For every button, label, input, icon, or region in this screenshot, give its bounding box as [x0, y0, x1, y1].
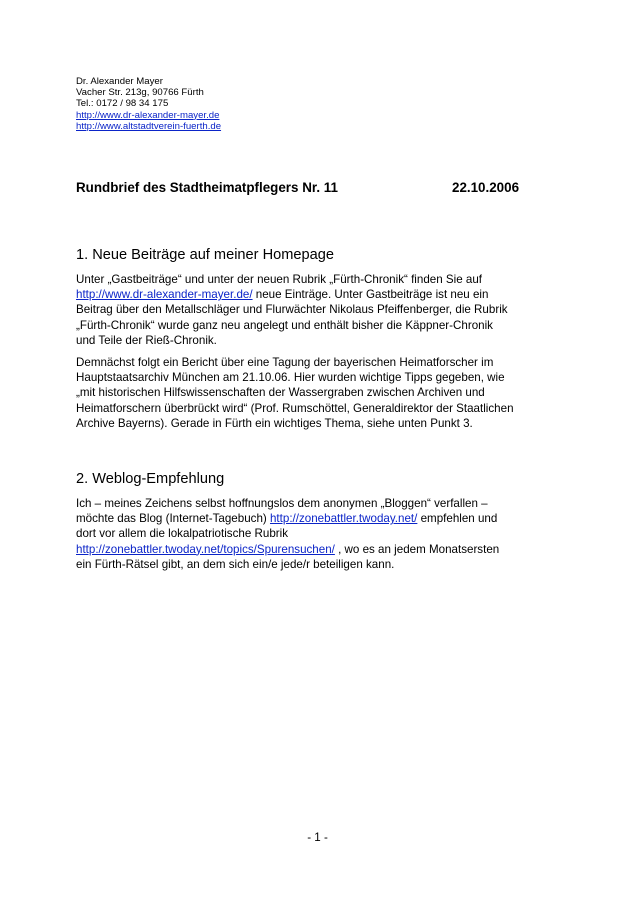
section2-p1-line1: Ich – meines Zeichens selbst hoffnungslos dem anonymen „Bloggen“ verfallen – [76, 497, 488, 510]
section1-p2-line1: Demnächst folgt ein Bericht über eine Tagung der bayerischen Heimatforscher im [76, 356, 494, 370]
section1-p2-line3: „mit historischen Hilfswissenschaften der Wassergraben zwischen Archiven und [76, 386, 485, 400]
section2-p1-line4-after: , wo es an jedem Monatsersten [334, 542, 500, 556]
homepage-link[interactable]: http://www.dr-alexander-mayer.de [76, 109, 220, 121]
section2-p1-line5: ein Fürth-Rätsel gibt, an dem sich ein/e jede/r beteiligen kann. [76, 557, 395, 571]
section2-p1-line3: dort vor allem die lokalpatriotische Rubrik [76, 527, 288, 541]
section1-p1-line2-text: neue Einträge. Unter Gastbeiträge ist neu ein [252, 288, 489, 302]
newsletter-title-row [76, 180, 536, 196]
zonebattler-blog-link[interactable]: http://zonebattler.twoday.net/ [269, 512, 418, 526]
spurensuchen-link[interactable]: http://zonebattler.twoday.net/topics/Spurensuchen/ [76, 542, 335, 556]
newsletter-date: 22.10.2006 [452, 180, 520, 195]
section1-paragraph1 [76, 272, 556, 348]
newsletter-title: Rundbrief des Stadtheimatpflegers Nr. 11 [76, 180, 338, 195]
section1-p2-line4: Heimatforschern überbrückt wird“ (Prof. Rumschöttel, Generaldirektor der Staatlichen [76, 401, 514, 415]
section-new-contributions [76, 246, 556, 438]
section1-p1-line4: „Fürth-Chronik“ wurde ganz neu angelegt und enthält bisher die Käppner-Chronik [76, 318, 493, 332]
section1-paragraph2 [76, 355, 556, 431]
section1-p1-line1: Unter „Gastbeiträge“ und unter der neuen Rubrik „Fürth-Chronik“ finden Sie auf [76, 273, 482, 286]
homepage-inline-link[interactable]: http://www.dr-alexander-mayer.de/ [76, 288, 253, 302]
section1-p1-line3: Beitrag über den Metallschläger und Flurwächter Nikolaus Pfeiffenberger, die Rubrik [76, 303, 508, 317]
altstadtverein-link[interactable]: http://www.altstadtverein-fuerth.de [76, 120, 222, 132]
section2-heading: 2. Weblog-Empfehlung [76, 471, 225, 487]
section-weblog-recommendation [76, 470, 556, 579]
page-number: - 1 - [307, 831, 328, 844]
section1-p2-line2: Hauptstaatsarchiv München am 21.10.06. Hier wurden wichtige Tipps gegeben, wie [76, 371, 505, 385]
section2-p1-line2-after: empfehlen und [417, 512, 498, 526]
sender-address: Vacher Str. 213g, 90766 Fürth [76, 87, 204, 99]
sender-phone: Tel.: 0172 / 98 34 175 [76, 98, 169, 110]
sender-block [76, 76, 221, 132]
section1-p1-line5: und Teile der Rieß-Chronik. [76, 333, 217, 347]
section1-p2-line5: Archive Bayerns). Gerade in Fürth ein wichtiges Thema, siehe unten Punkt 3. [76, 416, 473, 430]
section2-paragraph1 [76, 496, 556, 572]
section2-p1-line2 [76, 511, 556, 526]
section1-heading: 1. Neue Beiträge auf meiner Homepage [76, 247, 334, 263]
section1-p1-line2 [76, 287, 556, 302]
section2-p1-line2-text: möchte das Blog (Internet-Tagebuch) [76, 512, 270, 526]
section2-p1-line4 [76, 542, 556, 557]
sender-name: Dr. Alexander Mayer [76, 76, 163, 87]
